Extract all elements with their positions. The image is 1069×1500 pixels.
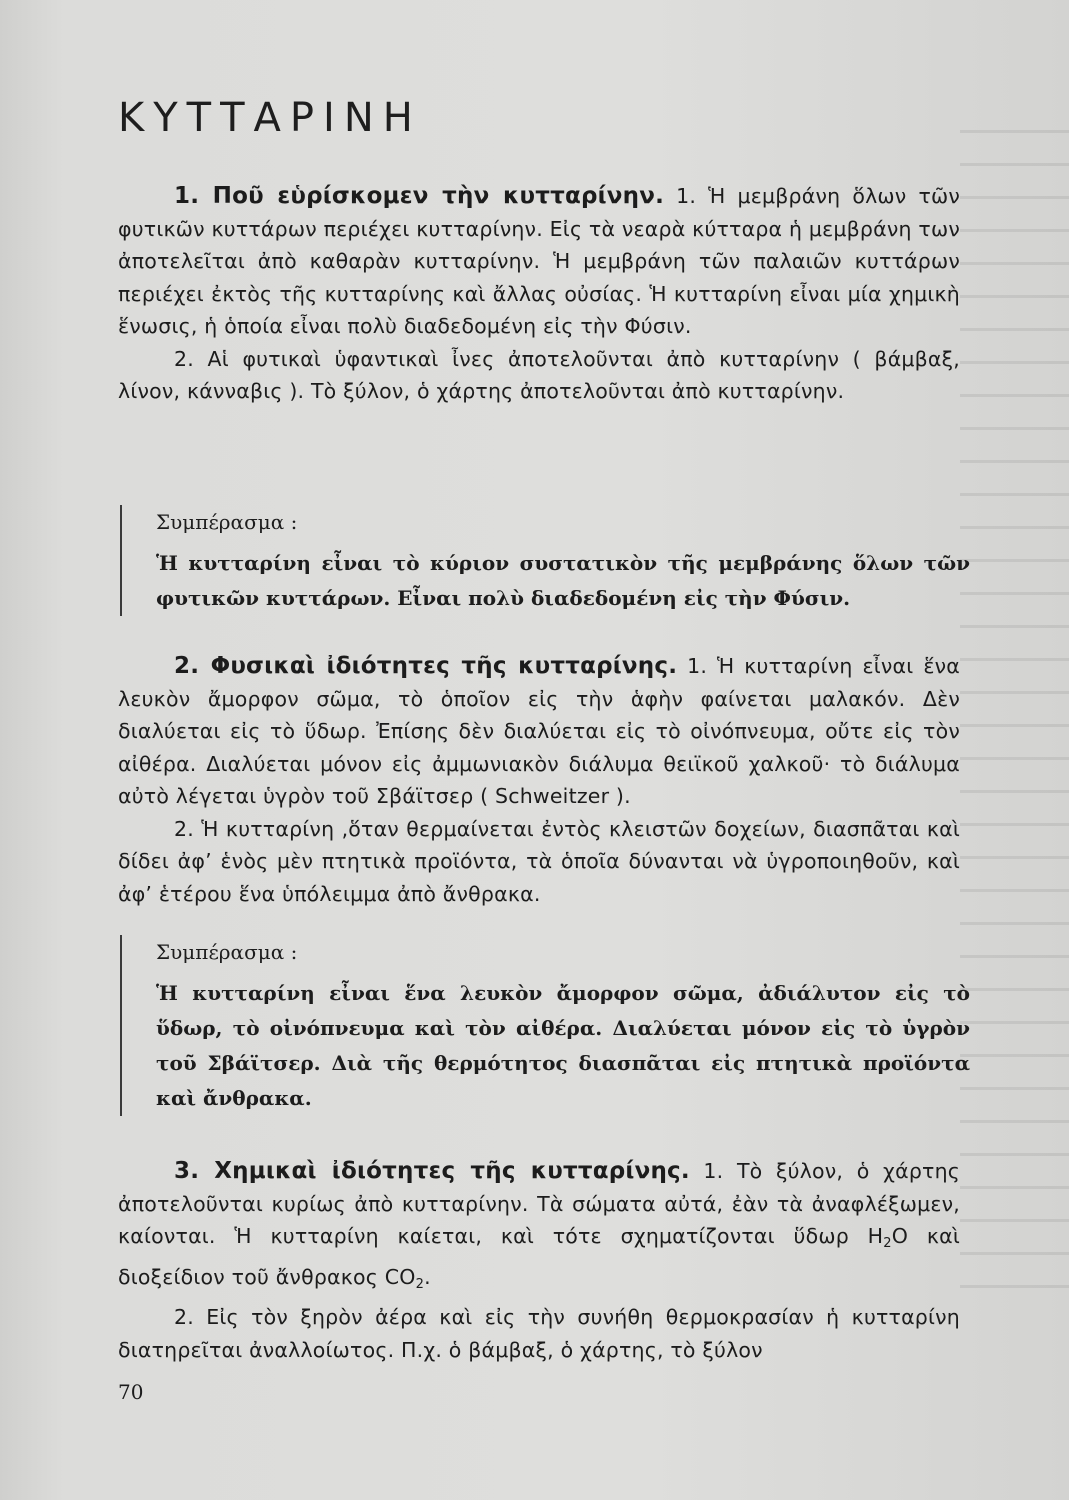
conclusion-label-1: Συμπέρασμα : bbox=[156, 510, 298, 534]
conclusion-box-1 bbox=[120, 505, 970, 616]
section-2-text bbox=[118, 650, 960, 910]
conclusion-text-2: Ἡ κυτταρίνη εἶναι ἕνα λευκὸν ἄμορφον σῶμα, ἀδιάλυτον εἰς τὸ ὕδωρ, τὸ οἰνόπνευμα καὶ τὸν αἰθέρα. Διαλύεται μόνον εἰς τὸ ὑγρὸν τοῦ Σβάϊτσερ. Διὰ τῆς θερμότητος διασπᾶται εἰς πτητικὰ προϊόντα καὶ ἄνθρακα. bbox=[156, 981, 970, 1110]
conclusion-box-2 bbox=[120, 935, 970, 1116]
conclusion-label-2: Συμπέρασμα : bbox=[156, 940, 298, 964]
section-3-paragraph-1b: O καὶ διοξείδιον τοῦ ἄνθρακος CO bbox=[118, 1224, 961, 1289]
bleed-through-shadow bbox=[960, 100, 1069, 1300]
section-3-paragraph-1c: . bbox=[424, 1264, 431, 1289]
subscript-2-water: 2 bbox=[883, 1236, 892, 1251]
conclusion-text-1: Ἡ κυτταρίνη εἶναι τὸ κύριον συστατικὸν τῆς μεμβράνης ὅλων τῶν φυτικῶν κυττάρων. Εἶναι πολὺ διαδεδομένη εἰς τὴν Φύσιν. bbox=[156, 551, 970, 610]
section-1-heading: 1. Ποῦ εὑρίσκομεν τὴν κυτταρίνην. bbox=[174, 183, 665, 209]
section-3-heading: 3. Χημικαὶ ἰδιότητες τῆς κυτταρίνης. bbox=[174, 1158, 690, 1184]
section-3-paragraph-2: 2. Εἰς τὸν ξηρὸν ἀέρα καὶ εἰς τὴν συνήθη θερμοκρασίαν ἡ κυτταρίνη διατηρεῖται ἀναλλοίωτος. Π.χ. ὁ βάμβαξ, ὁ χάρτης, τὸ ξύλον bbox=[118, 1305, 960, 1362]
page-title: ΚΥΤΤΑΡΙΝΗ bbox=[118, 95, 422, 141]
subscript-2-co2: 2 bbox=[415, 1276, 425, 1292]
section-1-paragraph-1: 1. Ἡ μεμβράνη ὅλων τῶν φυτικῶν κυττάρων περιέχει κυτταρίνην. Εἰς τὰ νεαρὰ κύτταρα ἡ μεμβράνη των ἀποτελεῖται ἀπὸ καθαρὰν κυτταρίνην. Ἡ μεμβράνη τῶν παλαιῶν κυττάρων περιέχει ἐκτὸς τῆς κυτταρίνης καὶ ἄλλας οὐσίας. Ἡ κυτταρίνη εἶναι μία χημικὴ ἕνωσις, ἡ ὁποία εἶναι πολὺ διαδεδομένη εἰς τὴν Φύσιν. bbox=[118, 184, 961, 338]
section-2-paragraph-1: 1. Ἡ κυτταρίνη εἶναι ἕνα λευκὸν ἄμορφον σῶμα, τὸ ὁποῖον εἰς τὴν ἁφὴν φαίνεται μαλακόν. Δὲν διαλύεται εἰς τὸ ὕδωρ. Ἐπίσης δὲν διαλύεται εἰς τὸ οἰνόπνευμα, οὔτε εἰς τὸν αἰθέρα. Διαλύεται μόνον εἰς ἀμμωνιακὸν διάλυμα θειϊκοῦ χαλκοῦ· τὸ διάλυμα αὐτὸ λέγεται ὑγρὸν τοῦ Σβάϊτσερ ( Schweitzer ). bbox=[118, 654, 960, 808]
section-3-paragraph-1a: 1. Τὸ ξύλον, ὁ χάρτης ἀποτελοῦνται κυρίως ἀπὸ κυτταρίνην. Τὰ σώματα αὐτά, ἐὰν τὰ ἀναφλέξωμεν, καίονται. Ἡ κυτταρίνη καίεται, καὶ τότε σχηματίζονται ὕδωρ H bbox=[118, 1159, 960, 1248]
section-1-text bbox=[118, 180, 960, 408]
section-2-heading: 2. Φυσικαὶ ἰδιότητες τῆς κυτταρίνης. bbox=[174, 653, 678, 679]
section-2-paragraph-2: 2. Ἡ κυτταρίνη ,ὅταν θερμαίνεται ἐντὸς κλειστῶν δοχείων, διασπᾶται καὶ δίδει ἀφ’ ἑνὸς μὲν πτητικὰ προϊόντα, τὰ ὁποῖα δύνανται νὰ ὑγροποιηθοῦν, καὶ ἀφ’ ἑτέρου ἕνα ὑπόλειμμα ἀπὸ ἄνθρακα. bbox=[118, 816, 960, 906]
section-3-text bbox=[118, 1155, 960, 1366]
section-1-paragraph-2: 2. Αἱ φυτικαὶ ὑφαντικαὶ ἶνες ἀποτελοῦνται ἀπὸ κυτταρίνην ( βάμβαξ, λίνον, κάνναβις ). Τὸ ξύλον, ὁ χάρτης ἀποτελοῦνται ἀπὸ κυτταρίνην. bbox=[118, 346, 960, 403]
page-number: 70 bbox=[118, 1380, 144, 1404]
